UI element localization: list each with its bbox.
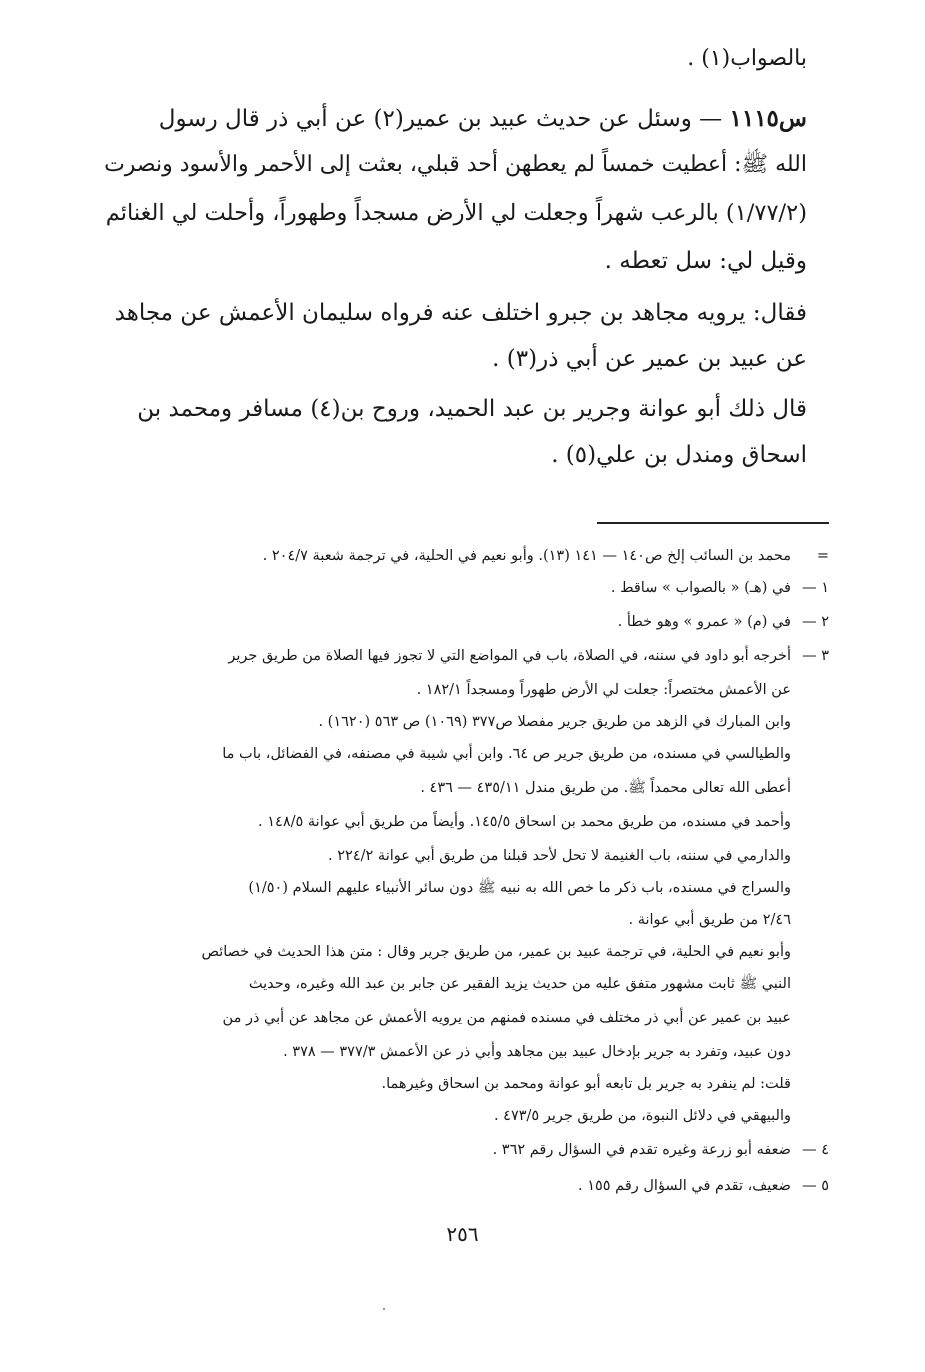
- main-line-text: — وسئل عن حديث عبيد بن عمير(٢) عن أبي ذر قال رسول: [158, 106, 723, 132]
- footnote-line: والطيالسي في مسنده، من طريق جرير ص ٦٤. وابن أبي شيبة في مصنفه، في الفضائل، باب ما: [222, 746, 791, 762]
- footnote-mark: ٥ —: [802, 1178, 829, 1194]
- main-line: اسحاق ومندل بن علي(٥) .: [551, 442, 807, 468]
- footnote-text: محمد بن السائب إلخ ص١٤٠ — ١٤١ (١٣). وأبو نعيم في الحلية، في ترجمة شعبة ٢٠٤/٧ .: [262, 548, 791, 564]
- footnote-line: والبيهقي في دلائل النبوة، من طريق جرير ٤٧٣/٥ .: [493, 1108, 791, 1124]
- footnote-line: عبيد بن عمير عن أبي ذر مختلف في مسنده فمنهم من يرويه الأعمش عن مجاهد عن أبي ذر من: [222, 1010, 791, 1026]
- footnote: [120, 1140, 829, 1160]
- page-number: ٢٥٦: [446, 1222, 479, 1246]
- scan-speck: [383, 1308, 385, 1310]
- main-line: الله ﷺ: أعطيت خمساً لم يعطهن أحد قبلي، بعثت إلى الأحمر والأسود ونصرت: [104, 152, 807, 177]
- footnote-line: عن الأعمش مختصراً: جعلت لي الأرض طهوراً ومسجداً ١٨٢/١ .: [416, 682, 791, 698]
- footnote-mark: ٤ —: [802, 1142, 829, 1158]
- footnote-text: ضعيف، تقدم في السؤال رقم ١٥٥ .: [577, 1178, 791, 1194]
- main-line: (١/٧٧/٢) بالرعب شهراً وجعلت لي الأرض مسجداً وطهوراً، وأحلت لي الغنائم: [105, 200, 807, 226]
- footnote-mark: ٣ —: [802, 648, 829, 664]
- footnote-line: ٢/٤٦ من طريق أبي عوانة .: [628, 912, 791, 928]
- footnote-line: والسراج في مسنده، باب ذكر ما خص الله به نبيه ﷺ دون سائر الأنبياء عليهم السلام (١/٥٠): [248, 880, 791, 896]
- top-fragment: بالصواب(١) .: [687, 46, 807, 71]
- footnote: [120, 646, 829, 666]
- footnote-text: في (هـ) « بالصواب » ساقط .: [610, 580, 791, 596]
- footnote-text: ضعفه أبو زرعة وغيره تقدم في السؤال رقم ٣٦٢ .: [492, 1142, 791, 1158]
- footnote: [120, 578, 829, 598]
- footnote-line: دون عبيد، وتفرد به جرير بإدخال عبيد بين مجاهد وأبي ذر عن الأعمش ٣٧٧/٣ — ٣٧٨ .: [283, 1044, 791, 1060]
- footnote-mark: =: [816, 548, 829, 564]
- main-line: فقال: يرويه مجاهد بن جبرو اختلف عنه فرواه سليمان الأعمش عن مجاهد: [114, 300, 807, 326]
- main-line: وقيل لي: سل تعطه .: [604, 248, 807, 274]
- footnote-text: أخرجه أبو داود في سننه، في الصلاة، باب في المواضع التي لا تجوز فيها الصلاة من طريق جرير: [228, 648, 791, 664]
- footnote-text: في (م) « عمرو » وهو خطأ .: [617, 614, 791, 630]
- footnote-line: وأحمد في مسنده، من طريق محمد بن اسحاق ١٤٥/٥. وأيضاً من طريق أبي عوانة ١٤٨/٥ .: [258, 814, 791, 830]
- footnote-line: وابن المبارك في الزهد من طريق جرير مفصلا ص٣٧٧ (١٠٦٩) ص ٥٦٣ (١٦٢٠) .: [318, 714, 791, 730]
- footnote-separator: [597, 522, 829, 524]
- footnote: [120, 612, 829, 632]
- question-number: س١١١٥: [729, 105, 807, 132]
- footnote-mark: ١ —: [802, 580, 829, 596]
- footnote: [120, 546, 829, 566]
- footnote-line: وأبو نعيم في الحلية، في ترجمة عبيد بن عمير، من طريق جرير وقال : متن هذا الحديث في خصائص: [201, 944, 791, 960]
- main-line: قال ذلك أبو عوانة وجرير بن عبد الحميد، وروح بن(٤) مسافر ومحمد بن: [137, 396, 807, 422]
- footnote-line: النبي ﷺ ثابت مشهور متفق عليه من حديث يزيد الفقير عن جابر بن عبد الله وغيره، وحديث: [248, 976, 791, 992]
- footnote-line: أعطى الله تعالى محمداً ﷺ. من طريق مندل ٤٣٥/١١ — ٤٣٦ .: [420, 780, 791, 796]
- question-line-1: [95, 104, 807, 134]
- footnote-line: والدارمي في سننه، باب الغنيمة لا تحل لأحد قبلنا من طريق أبي عوانة ٢٢٤/٢ .: [328, 848, 791, 864]
- footnote-line: قلت: لم ينفرد به جرير بل تابعه أبو عوانة ومحمد بن اسحاق وغيرهما.: [381, 1076, 791, 1092]
- footnote-mark: ٢ —: [802, 614, 829, 630]
- footnote: [120, 1176, 829, 1196]
- main-line: عن عبيد بن عمير عن أبي ذر(٣) .: [492, 346, 807, 372]
